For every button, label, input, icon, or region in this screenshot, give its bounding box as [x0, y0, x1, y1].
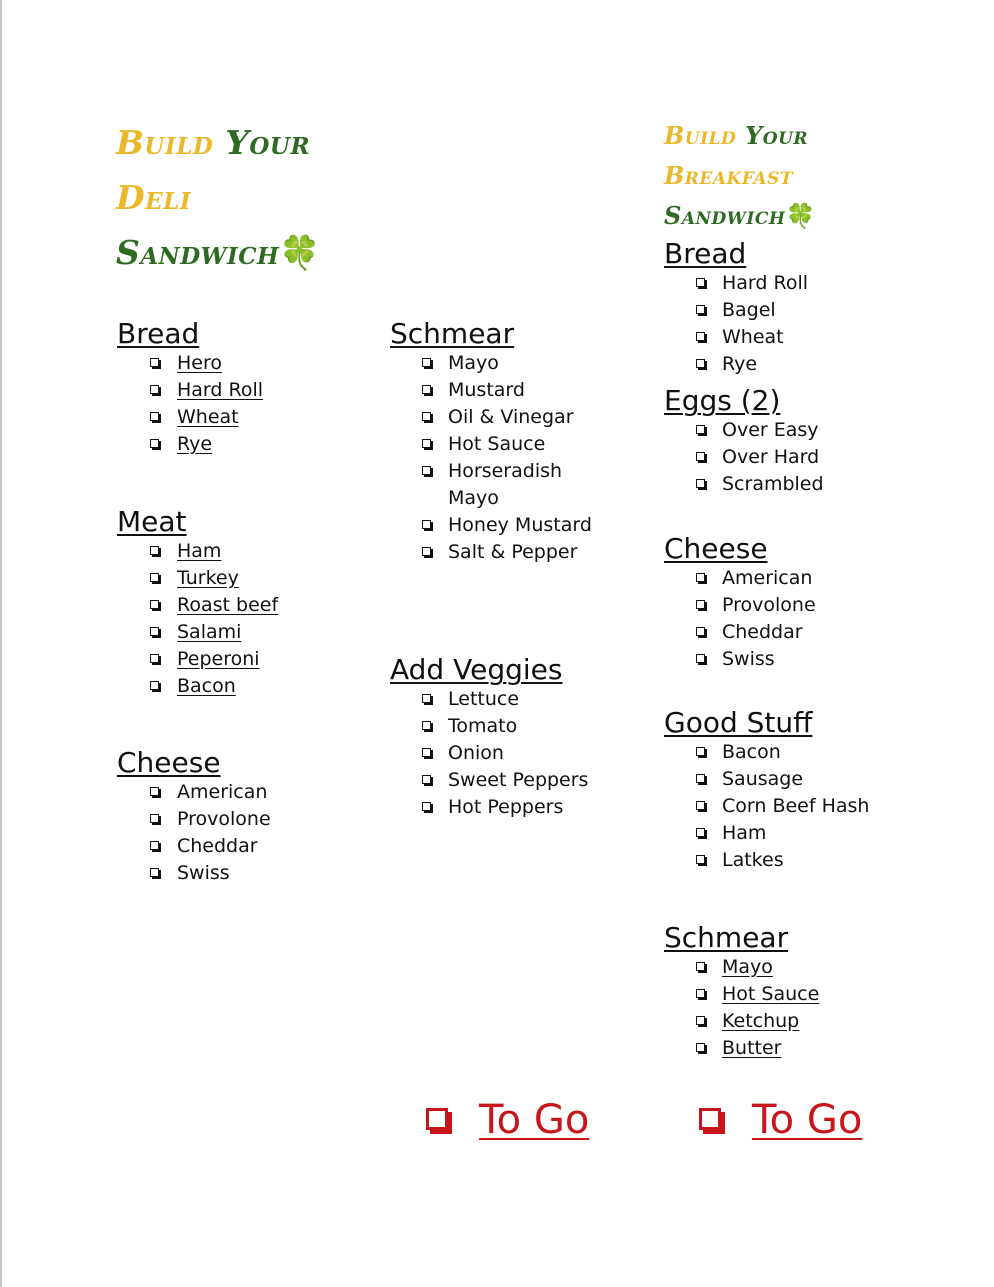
clover-icon: 🍀 [279, 233, 321, 272]
item-label: Provolone [177, 808, 271, 830]
checklist-item[interactable] [390, 458, 592, 512]
checkbox-icon[interactable] [422, 439, 431, 448]
item-label: Salami [177, 621, 242, 643]
checkbox-icon[interactable] [150, 439, 159, 448]
section-heading: Cheese [664, 532, 768, 565]
deli-title [116, 115, 321, 280]
item-label: Rye [177, 433, 213, 455]
checkbox-icon[interactable] [150, 868, 159, 877]
checklist [664, 270, 808, 378]
checkbox-icon[interactable] [696, 747, 705, 756]
item-label: Peperoni [177, 648, 260, 670]
item-label: Scrambled [722, 473, 824, 495]
checklist-item[interactable] [117, 673, 278, 700]
checklist-item[interactable] [117, 565, 278, 592]
checkbox-icon[interactable] [426, 1108, 448, 1130]
section-heading: Eggs (2) [664, 384, 781, 417]
item-label: Horseradish [448, 460, 563, 482]
item-label: Latkes [722, 849, 784, 871]
checkbox-icon[interactable] [696, 600, 705, 609]
checklist-item[interactable] [664, 646, 816, 673]
item-label: Wheat [177, 406, 239, 428]
checkbox-icon[interactable] [150, 627, 159, 636]
item-label: Hot Peppers [448, 796, 564, 818]
item-label: Hot Sauce [448, 433, 546, 455]
checklist [664, 417, 824, 498]
breakfast-cheese-section [664, 533, 816, 673]
section-heading: Meat [117, 505, 187, 538]
item-label: Honey Mustard [448, 514, 592, 536]
section-heading: Add Veggies [390, 653, 563, 686]
item-label: Sausage [722, 768, 804, 790]
checkbox-icon[interactable] [422, 775, 431, 784]
item-label: Swiss [722, 648, 775, 670]
item-label: Provolone [722, 594, 816, 616]
item-label: Mustard [448, 379, 525, 401]
item-label: Hard Roll [177, 379, 264, 401]
checklist-item[interactable] [664, 471, 824, 498]
item-label: Tomato [448, 715, 518, 737]
deli-schmear-section [390, 318, 592, 566]
checklist-item[interactable] [390, 350, 592, 377]
item-label: Bagel [722, 299, 776, 321]
checkbox-icon[interactable] [696, 627, 705, 636]
checklist-item[interactable] [117, 538, 278, 565]
checklist-item[interactable] [664, 793, 869, 820]
checklist-item[interactable] [390, 767, 588, 794]
item-label-continued: Mayo [448, 487, 499, 509]
section-heading: Cheese [117, 746, 221, 779]
checkbox-icon[interactable] [696, 305, 705, 314]
checklist-item[interactable] [664, 565, 816, 592]
item-label: Ketchup [722, 1010, 800, 1032]
item-label: Butter [722, 1037, 782, 1059]
checkbox-icon[interactable] [696, 801, 705, 810]
item-label: Over Hard [722, 446, 820, 468]
item-label: American [722, 567, 813, 589]
checklist-item[interactable] [117, 860, 271, 887]
clover-icon: 🍀 [785, 201, 816, 230]
section-heading: Schmear [390, 317, 515, 350]
checkbox-icon[interactable] [699, 1108, 721, 1130]
checkbox-icon[interactable] [422, 385, 431, 394]
item-label: Corn Beef Hash [722, 795, 870, 817]
checklist-item[interactable] [390, 794, 588, 821]
item-label: Roast beef [177, 594, 279, 616]
checklist-item[interactable] [117, 431, 263, 458]
checkbox-icon[interactable] [696, 1016, 705, 1025]
checklist-item[interactable] [117, 377, 263, 404]
checklist-item[interactable] [664, 297, 808, 324]
item-label: Salt & Pepper [448, 541, 578, 563]
checkbox-icon[interactable] [696, 278, 705, 287]
checklist-item[interactable] [664, 417, 824, 444]
title-word: Sandwich [664, 201, 786, 230]
item-label: Rye [722, 353, 758, 375]
checklist [664, 739, 869, 874]
breakfast-good-stuff-section [664, 707, 869, 874]
checkbox-icon[interactable] [150, 814, 159, 823]
checkbox-icon[interactable] [422, 466, 431, 475]
breakfast-eggs-section [664, 385, 824, 498]
title-word: Build [664, 121, 737, 150]
section-heading: Schmear [664, 921, 789, 954]
item-label: Bacon [722, 741, 781, 763]
item-label: Mayo [722, 956, 773, 978]
item-label: Over Easy [722, 419, 819, 441]
checklist-item[interactable] [117, 404, 263, 431]
checklist-item[interactable] [117, 833, 271, 860]
checklist-item[interactable] [390, 713, 588, 740]
section-heading: Bread [117, 317, 200, 350]
checkbox-icon[interactable] [150, 787, 159, 796]
checklist-item[interactable] [390, 539, 592, 566]
checklist-item[interactable] [390, 512, 592, 539]
checklist-item[interactable] [390, 740, 588, 767]
item-label: Ham [177, 540, 222, 562]
checkbox-icon[interactable] [696, 774, 705, 783]
checklist-item[interactable] [664, 847, 869, 874]
checkbox-icon[interactable] [422, 520, 431, 529]
item-label: Mayo [448, 352, 499, 374]
checkbox-icon[interactable] [696, 452, 705, 461]
section-heading: Good Stuff [664, 706, 813, 739]
title-word: Your [225, 123, 311, 162]
checkbox-icon[interactable] [150, 600, 159, 609]
checkbox-icon[interactable] [696, 855, 705, 864]
checklist-item[interactable] [664, 954, 819, 981]
checkbox-icon[interactable] [422, 748, 431, 757]
item-label: Turkey [177, 567, 239, 589]
checkbox-icon[interactable] [150, 412, 159, 421]
deli-veggies-section [390, 654, 588, 821]
item-label: Bacon [177, 675, 236, 697]
checklist-item[interactable] [664, 981, 819, 1008]
title-word: Breakfast [664, 161, 794, 190]
checkbox-icon[interactable] [696, 573, 705, 582]
checkbox-icon[interactable] [696, 1043, 705, 1052]
deli-meat-section [117, 506, 278, 700]
checkbox-icon[interactable] [150, 573, 159, 582]
checklist [117, 350, 263, 458]
checkbox-icon[interactable] [422, 358, 431, 367]
checkbox-icon[interactable] [422, 802, 431, 811]
checklist-item[interactable] [664, 444, 824, 471]
item-label: Sweet Peppers [448, 769, 589, 791]
checkbox-icon[interactable] [422, 694, 431, 703]
checklist-item[interactable] [664, 1035, 819, 1062]
checklist [117, 779, 271, 887]
checklist-item[interactable] [390, 377, 592, 404]
breakfast-bread-section [664, 238, 808, 378]
checkbox-icon[interactable] [150, 681, 159, 690]
item-label: Hot Sauce [722, 983, 820, 1005]
item-label: Lettuce [448, 688, 520, 710]
breakfast-schmear-section [664, 922, 819, 1062]
checklist [117, 538, 278, 700]
deli-cheese-section [117, 747, 271, 887]
checklist-item[interactable] [390, 431, 592, 458]
item-label: Cheddar [177, 835, 258, 857]
item-label: Hero [177, 352, 222, 374]
item-label: Cheddar [722, 621, 803, 643]
checklist [390, 350, 592, 566]
checklist-item[interactable] [117, 806, 271, 833]
checkbox-icon[interactable] [696, 962, 705, 971]
checkbox-icon[interactable] [696, 332, 705, 341]
checkbox-icon[interactable] [696, 425, 705, 434]
checklist-item[interactable] [117, 350, 263, 377]
title-word: Your [745, 121, 809, 150]
checklist-item[interactable] [664, 324, 808, 351]
checklist-item[interactable] [117, 779, 271, 806]
checklist-item[interactable] [117, 592, 278, 619]
checklist-item[interactable] [664, 820, 869, 847]
checkbox-icon[interactable] [696, 828, 705, 837]
checklist-item[interactable] [664, 351, 808, 378]
checkbox-icon[interactable] [422, 721, 431, 730]
checklist-item[interactable] [664, 739, 869, 766]
title-word: Deli [116, 178, 192, 217]
checkbox-icon[interactable] [696, 359, 705, 368]
item-label: Onion [448, 742, 504, 764]
checkbox-icon[interactable] [150, 546, 159, 555]
checklist [664, 565, 816, 673]
checklist-item[interactable] [664, 270, 808, 297]
checkbox-icon[interactable] [150, 841, 159, 850]
checklist-item[interactable] [664, 619, 816, 646]
title-word: Sandwich [116, 233, 280, 272]
checkbox-icon[interactable] [150, 358, 159, 367]
checklist [390, 686, 588, 821]
deli-bread-section [117, 318, 263, 458]
page-edge [0, 0, 2, 1287]
item-label: Wheat [722, 326, 784, 348]
item-label: American [177, 781, 268, 803]
checklist-item[interactable] [390, 686, 588, 713]
item-label: Ham [722, 822, 767, 844]
to-go-label: To Go [479, 1097, 590, 1143]
section-heading: Bread [664, 237, 747, 270]
checkbox-icon[interactable] [422, 412, 431, 421]
item-label: Oil & Vinegar [448, 406, 574, 428]
checkbox-icon[interactable] [696, 989, 705, 998]
checklist-item[interactable] [664, 592, 816, 619]
checkbox-icon[interactable] [696, 479, 705, 488]
item-label: Swiss [177, 862, 230, 884]
checklist-item[interactable] [664, 1008, 819, 1035]
checklist-item[interactable] [390, 404, 592, 431]
checklist [664, 954, 819, 1062]
checkbox-icon[interactable] [696, 654, 705, 663]
checkbox-icon[interactable] [150, 385, 159, 394]
checklist-item[interactable] [117, 646, 278, 673]
to-go-label: To Go [752, 1097, 863, 1143]
checklist-item[interactable] [117, 619, 278, 646]
checkbox-icon[interactable] [422, 547, 431, 556]
breakfast-title [664, 116, 816, 236]
checklist-item[interactable] [664, 766, 869, 793]
title-word: Build [116, 123, 214, 162]
checkbox-icon[interactable] [150, 654, 159, 663]
item-label: Hard Roll [722, 272, 809, 294]
